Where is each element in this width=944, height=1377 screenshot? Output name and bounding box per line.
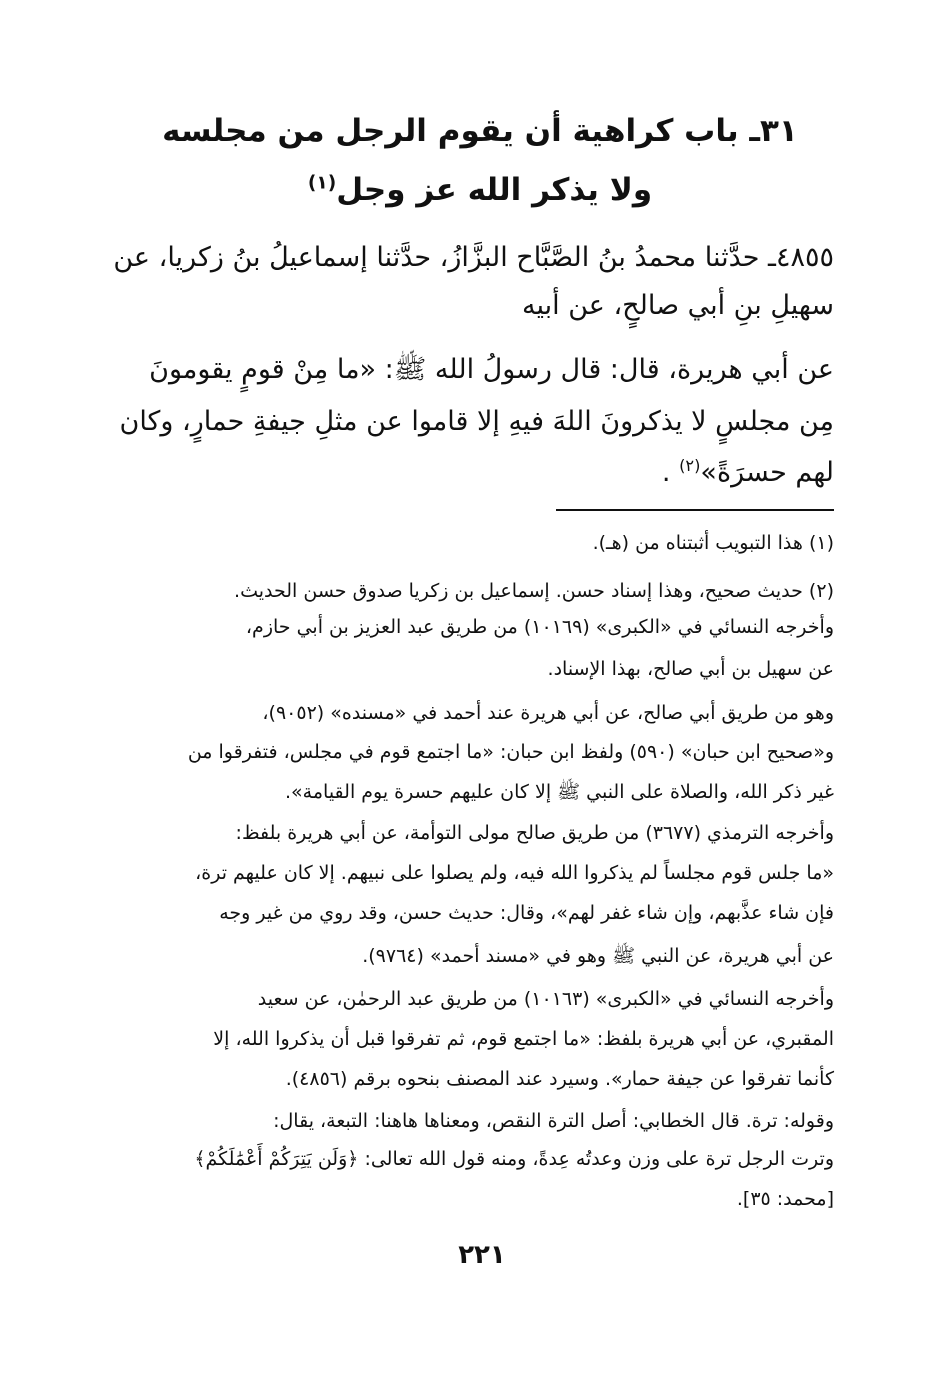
footnote-line: (١) هذا التبويب أثبتناه من (هـ). (592, 532, 834, 554)
footnote-line: غير ذكر الله، والصلاة على النبي ﷺ إلا كان عليهم حسرة يوم القيامة». (285, 781, 834, 803)
footnote-line: وقوله: ترة. قال الخطابي: أصل الترة النقص، ومعناها هاهنا: التبعة، يقال: (273, 1110, 834, 1132)
footnote-line: عن سهيل بن أبي صالح، بهذا الإسناد. (547, 658, 834, 680)
footnote-ref-2: (٢) (679, 456, 701, 475)
footnote-line: المقبري، عن أبي هريرة بلفظ: «ما اجتمع قوم، ثم تفرقوا قبل أن يذكروا الله، إلا (213, 1028, 834, 1050)
footnote-line: وأخرجه النسائي في «الكبرى» (١٠١٦٣) من طريق عبد الرحمٰن، عن سعيد (257, 988, 834, 1010)
footnote-line: وهو من طريق أبي صالح، عن أبي هريرة عند أحمد في «مسنده» (٩٠٥٢)، (262, 702, 834, 724)
footnote-ref-1: (١) (307, 172, 337, 194)
footnote-line: «ما جلس قوم مجلساً لم يذكروا الله فيه، ولم يصلوا على نبيهم. إلا كان عليهم ترة، (195, 862, 834, 884)
footnote-line: وترت الرجل ترة على وزن وعدتُه عِدةً، ومنه قول الله تعالى: ﴿وَلَن يَتِرَكُمْ أَعْمَٰلَكُمْ﴾ (194, 1148, 834, 1170)
footnote-line: فإن شاء عذَّبهم، وإن شاء غفر لهم»، وقال: حديث حسن، وقد روي من غير وجه (219, 902, 834, 924)
chapter-title-text: ولا يذكر الله عز وجل (336, 172, 653, 208)
isnad-line-2: سهيلِ بنِ أبي صالحٍ، عن أبيه (522, 290, 834, 321)
page-number: ٢٢١ (458, 1240, 506, 1270)
footnote-line: كأنما تفرقوا عن جيفة حمار». وسيرد عند المصنف بنحوه برقم (٤٨٥٦). (285, 1068, 834, 1090)
footnote-line: عن أبي هريرة، عن النبي ﷺ وهو في «مسند أحمد» (٩٧٦٤). (362, 945, 834, 967)
chapter-title-line-1: ٣١ـ باب كراهية أن يقوم الرجل من مجلسه (162, 113, 798, 149)
matn-end-punct: . (661, 457, 680, 488)
footnote-line: وأخرجه الترمذي (٣٦٧٧) من طريق صالح مولى التوأمة، عن أبي هريرة بلفظ: (235, 822, 834, 844)
matn-line-2: مِن مجلسٍ لا يذكرونَ اللهَ فيهِ إلا قاموا عن مثلِ جيفةِ حمارٍ، وكان (119, 406, 834, 437)
footnote-line: وأخرجه النسائي في «الكبرى» (١٠١٦٩) من طريق عبد العزيز بن أبي حازم، (245, 616, 834, 638)
footnote-separator (556, 509, 834, 511)
matn-line-3 (662, 456, 834, 488)
footnote-line: (٢) حديث صحيح، وهذا إسناد حسن. إسماعيل بن زكريا صدوق حسن الحديث. (234, 580, 834, 602)
chapter-title-line-2 (160, 172, 800, 208)
matn-text-end: لهم حسرَةً» (700, 457, 834, 488)
footnote-line: [محمد: ٣٥]. (736, 1188, 834, 1210)
footnote-line: و«صحيح ابن حبان» (٥٩٠) ولفظ ابن حبان: «ما اجتمع قوم في مجلس، فتفرقوا من (187, 741, 834, 763)
matn-line-1: عن أبي هريرة، قال: قال رسولُ الله ﷺ: «ما مِنْ قومٍ يقومونَ (149, 354, 834, 385)
isnad-line-1: ٤٨٥٥ـ حدَّثنا محمدُ بنُ الصَّبَّاح البزَّازُ، حدَّثنا إسماعيلُ بنُ زكريا، عن (113, 242, 834, 273)
